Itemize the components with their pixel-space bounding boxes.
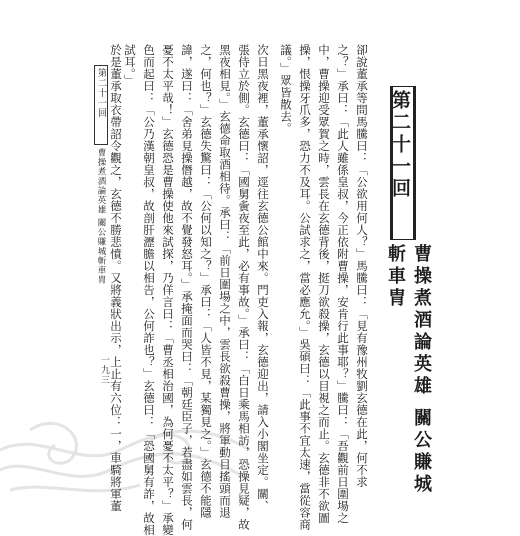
text-column-13: 試耳。」 <box>123 44 137 87</box>
chapter-number: 第二十一回 <box>389 90 411 200</box>
text-column-11: 憂不太平哉！」玄德恐是曹操使他來試探，乃佯言曰：「曹丞相治國，為何憂不太平？」承變 <box>161 44 175 536</box>
running-header-title: 曹操煮酒論英雄 關公賺城斬車胄 <box>96 148 106 285</box>
text-column-5: 議。」眾皆散去。 <box>279 44 293 135</box>
text-column-1: 卻說董承等問馬騰曰：「公欲用何人？」馬騰曰：「見有豫州牧劉玄德在此，何不求 <box>355 44 369 488</box>
page-number: 一九三 <box>99 355 109 385</box>
chapter-title: 曹操煮酒論英雄 關公賺城斬車胄 <box>385 244 432 497</box>
text-column-4: 操，恨操牙爪多，恐力不及耳。公試求之，當必應允。」吳碩曰：「此事不宜太速，當從容商 <box>298 44 312 531</box>
text-column-9: 之，何也？」玄德失驚曰：「公何以知之？」承曰：「人皆不見，某獨見之。」玄德不能隱 <box>199 44 213 519</box>
running-header-chapter: 第二十一回 <box>96 68 106 118</box>
text-column-10: 諱，遂曰：「舍弟見操僭越，故不覺發怒耳。」承掩面而哭曰：「朝廷臣子，若盡如雲長，何 <box>180 44 194 531</box>
text-column-7: 張侍立於側。玄德曰：「國舅夤夜至此，必有事故。」承曰：「白日乘馬相訪，恐操見疑，故 <box>237 44 251 531</box>
text-column-3: 中，曹操迎受眾賀之時，雲長在玄德背後，挺刀欲殺操，玄德以目視之而止。玄德非不欲圖 <box>317 44 331 524</box>
text-column-6: 次日黑夜裡，董承懷詔，逕往玄德公館中來。門吏入報，玄德迎出，請入小閣坐定。關、 <box>256 44 270 512</box>
text-column-12: 色而起曰：「公乃漢朝皇叔，故剖肝瀝膽以相告，公何詐也？」玄德曰：「恐國舅有詐，故相 <box>142 44 156 536</box>
text-column-8: 黑夜相見。」玄德命取酒相待。承曰：「前日圍場之中，雲長欲殺曹操，將軍動目搖頭而退 <box>218 44 232 519</box>
text-column-2: 之？」承曰：「此人雖係皇叔，今正依附曹操，安肯行此事耶？」騰曰：「吾觀前日圍場之 <box>336 44 350 524</box>
text-column-14: 於是董承取衣帶詔令觀之，玄德不勝悲憤。又將義狀出示，上止有六位：一，車騎將軍董 <box>109 44 123 512</box>
